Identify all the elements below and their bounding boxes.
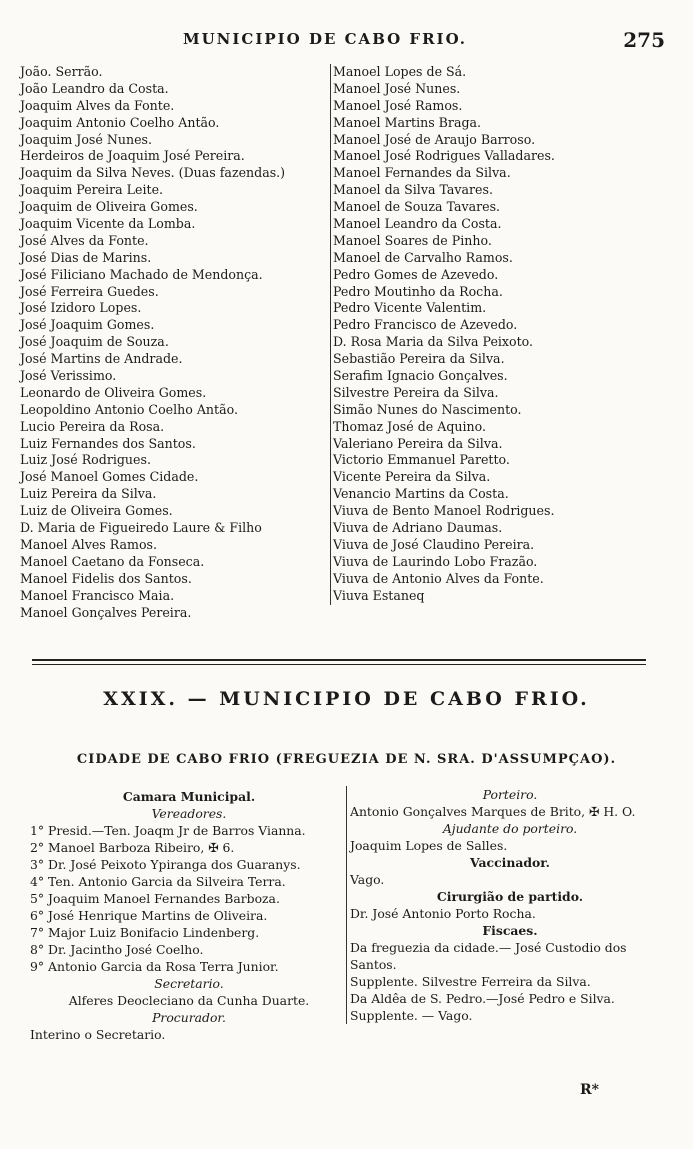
camara-heading: Camara Municipal. (122, 789, 256, 804)
list-item: José Joaquim Gomes. (20, 317, 155, 333)
list-item: Manoel de Souza Tavares. (333, 199, 501, 215)
list-item: Joaquim Alves da Fonte. (20, 97, 175, 113)
list-item: Joaquim da Silva Neves. (Duas fazendas.) (20, 165, 286, 181)
list-item: Lucio Pereira da Rosa. (20, 418, 165, 434)
list-item: Viuva de Adriano Daumas. (333, 520, 503, 536)
fiscal-item: Da freguezia da cidade.— José Custodio dos (350, 940, 627, 955)
list-item: Manoel Soares de Pinho. (333, 232, 492, 248)
list-item: Luiz José Rodrigues. (20, 452, 151, 468)
list-item: José Alves da Fonte. (20, 232, 149, 248)
list-item: Manoel Alves Ramos. (20, 536, 158, 552)
running-title: MUNICIPIO DE CABO FRIO. (183, 30, 467, 48)
list-item: Pedro Francisco de Azevedo. (333, 317, 518, 333)
list-item: José Ferreira Guedes. (20, 283, 159, 299)
vaccinador-heading: Vaccinador. (470, 855, 550, 870)
list-item: D. Maria de Figueiredo Laure & Filho (20, 520, 262, 536)
list-item: Manoel Gonçalves Pereira. (20, 604, 192, 620)
ajudante-name: Joaquim Lopes de Salles. (350, 838, 508, 853)
list-item: Valeriano Pereira da Silva. (333, 435, 503, 451)
list-item: Manoel José Nunes. (333, 80, 461, 96)
list-item: Silvestre Pereira da Silva. (333, 384, 499, 400)
vereador-item: 1° Presid.—Ten. Joaqm Jr de Barros Vianna. (30, 823, 306, 838)
list-item: João Leandro da Costa. (20, 80, 169, 96)
left-name-list (20, 64, 325, 621)
list-item: Pedro Gomes de Azevedo. (333, 266, 499, 282)
signature-mark: R* (580, 1082, 599, 1098)
vereador-item: 5° Joaquim Manoel Fernandes Barboza. (30, 891, 280, 906)
list-item: Sebastião Pereira da Silva. (333, 351, 505, 367)
porteiro-heading: Porteiro. (482, 787, 538, 802)
list-item: Viuva de Laurindo Lobo Frazão. (333, 553, 538, 569)
list-item: Manoel José Rodrigues Valladares. (333, 148, 555, 164)
vereador-item: 8° Dr. Jacintho José Coelho. (30, 942, 204, 957)
fiscal-item: Supplente. — Vago. (350, 1008, 473, 1023)
list-item: Viuva de Bento Manoel Rodrigues. (333, 503, 555, 519)
list-item: José Joaquim de Souza. (20, 334, 169, 350)
list-item: Joaquim Pereira Leite. (20, 182, 164, 198)
fiscal-item: Santos. (350, 957, 397, 972)
vereadores-heading: Vereadores. (151, 806, 227, 821)
vaccinador-name: Vago. (350, 872, 385, 887)
list-item: Pedro Moutinho da Rocha. (333, 283, 503, 299)
officials-block (346, 786, 670, 1024)
list-item: José Martins de Andrade. (20, 351, 183, 367)
list-item: Viuva de José Claudino Pereira. (333, 536, 535, 552)
list-item: Manoel Fernandes da Silva. (333, 165, 511, 181)
list-item: João. Serrão. (20, 64, 103, 79)
section-subtitle: CIDADE DE CABO FRIO (FREGUEZIA DE N. SRA. D'ASSUMPÇAO). (76, 752, 617, 767)
running-header (0, 30, 693, 56)
list-item: Manoel Martins Braga. (333, 114, 482, 130)
secretario-name: Alferes Deocleciano da Cunha Duarte. (68, 993, 310, 1008)
list-item: Manoel Fidelis dos Santos. (20, 570, 192, 586)
list-item: Luiz de Oliveira Gomes. (20, 503, 173, 519)
vereador-item: 2° Manoel Barboza Ribeiro, ✠ 6. (30, 840, 235, 855)
list-item: D. Rosa Maria da Silva Peixoto. (333, 334, 534, 350)
ajudante-heading: Ajudante do porteiro. (442, 821, 578, 836)
cirurgiao-heading: Cirurgião de partido. (436, 889, 584, 904)
list-item: Luiz Fernandes dos Santos. (20, 435, 196, 451)
camara-municipal-block (30, 788, 348, 1043)
list-item: Manoel Lopes de Sá. (333, 64, 467, 79)
cirurgiao-name: Dr. José Antonio Porto Rocha. (350, 906, 536, 921)
list-item: José Filiciano Machado de Mendonça. (20, 266, 263, 282)
list-item: Leopoldino Antonio Coelho Antão. (20, 401, 238, 417)
list-item: Viuva de Antonio Alves da Fonte. (333, 570, 544, 586)
list-item: Victorio Emmanuel Paretto. (333, 452, 510, 468)
list-item: Viuva Estaneq (333, 587, 425, 603)
list-item: José Manoel Gomes Cidade. (20, 469, 199, 485)
procurador-heading: Procurador. (152, 1010, 226, 1025)
vereadores-list (30, 822, 348, 975)
vereador-item: 3° Dr. José Peixoto Ypiranga dos Guaranys. (30, 857, 301, 872)
fiscal-item: Da Aldêa de S. Pedro.—José Pedro e Silva. (350, 991, 615, 1006)
list-item: Manoel José Ramos. (333, 97, 463, 113)
fiscaes-list (350, 939, 670, 1024)
right-name-list (330, 64, 673, 605)
list-item: Joaquim Antonio Coelho Antão. (20, 114, 220, 130)
fiscaes-heading: Fiscaes. (482, 923, 538, 938)
section-title: XXIX. — MUNICIPIO DE CABO FRIO. (103, 688, 590, 710)
list-item: Joaquim de Oliveira Gomes. (20, 199, 198, 215)
page-number: 275 (623, 28, 665, 52)
list-item: José Dias de Marins. (20, 249, 152, 265)
porteiro-name: Antonio Gonçalves Marques de Brito, ✠ H. O. (350, 804, 636, 819)
list-item: Joaquim Vicente da Lomba. (20, 216, 196, 232)
vereador-item: 9° Antonio Garcia da Rosa Terra Junior. (30, 959, 279, 974)
fiscal-item: Supplente. Silvestre Ferreira da Silva. (350, 974, 591, 989)
list-item: Joaquim José Nunes. (20, 131, 152, 147)
vereador-item: 6° José Henrique Martins de Oliveira. (30, 908, 268, 923)
vereador-item: 4° Ten. Antonio Garcia da Silveira Terra. (30, 874, 286, 889)
procurador-name: Interino o Secretario. (30, 1027, 166, 1042)
list-item: Manoel da Silva Tavares. (333, 182, 493, 198)
list-item: Serafim Ignacio Gonçalves. (333, 368, 508, 384)
list-item: Herdeiros de Joaquim José Pereira. (20, 148, 245, 164)
secretario-heading: Secretario. (154, 976, 224, 991)
list-item: José Izidoro Lopes. (20, 300, 142, 316)
section-divider (32, 659, 646, 665)
list-item: Vicente Pereira da Silva. (333, 469, 491, 485)
list-item: Thomaz José de Aquino. (333, 418, 487, 434)
list-item: Pedro Vicente Valentim. (333, 300, 487, 316)
list-item: Manoel de Carvalho Ramos. (333, 249, 513, 265)
list-item: Manoel José de Araujo Barroso. (333, 131, 536, 147)
vereador-item: 7° Major Luiz Bonifacio Lindenberg. (30, 925, 260, 940)
list-item: Luiz Pereira da Silva. (20, 486, 157, 502)
list-item: Manoel Caetano da Fonseca. (20, 553, 205, 569)
list-item: Manoel Francisco Maia. (20, 587, 175, 603)
list-item: Leonardo de Oliveira Gomes. (20, 384, 207, 400)
list-item: José Verissimo. (20, 368, 117, 384)
list-item: Simão Nunes do Nascimento. (333, 401, 522, 417)
list-item: Manoel Leandro da Costa. (333, 216, 502, 232)
list-item: Venancio Martins da Costa. (333, 486, 509, 502)
